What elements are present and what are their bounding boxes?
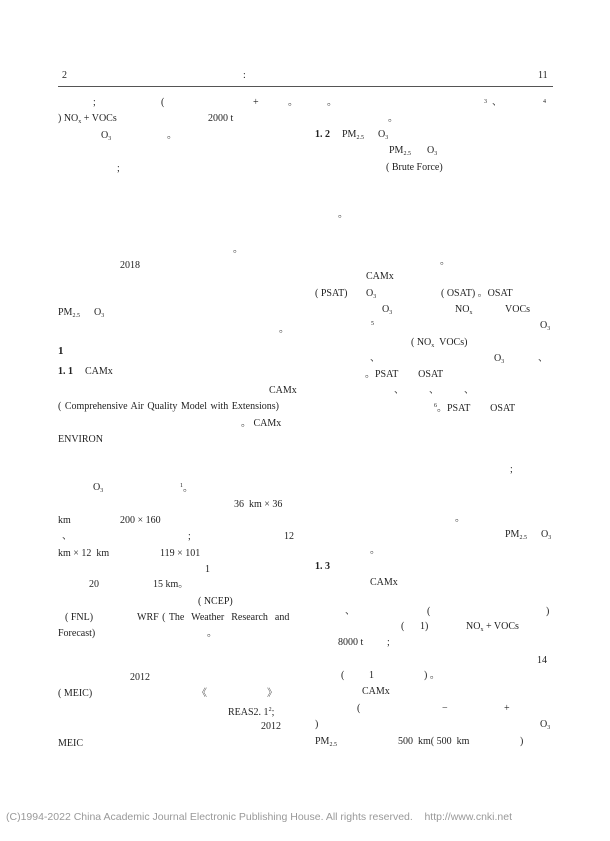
text-fragment: CAMx (370, 577, 398, 588)
text-fragment: CAMx (362, 686, 390, 697)
page-number-left: 2 (62, 70, 67, 81)
section-heading-1-2-title: $PM_{2.5}$ (342, 129, 364, 141)
section-heading-1-1-number: 1. 1 (58, 366, 73, 377)
text-fragment: 《 (197, 688, 207, 699)
text-fragment: 2012 (130, 672, 150, 683)
text-fragment: 12 (284, 531, 294, 542)
text-fragment: 200 × 160 (120, 515, 161, 526)
text-fragment: Forecast) (58, 628, 96, 639)
text-fragment: 。PSAT OSAT (365, 369, 444, 380)
text-fragment: 。 (370, 545, 380, 556)
text-fragment: 2000 t (208, 113, 234, 124)
text-fragment: km (58, 515, 71, 526)
text-fragment: 36 km × 36 (234, 499, 283, 510)
text-fragment: CAMx (269, 385, 297, 396)
text-fragment: ; (387, 637, 390, 648)
text-fragment: ( FNL) (65, 612, 94, 623)
text-fragment: ( Comprehensive Air Quality Model with Extensions) (58, 401, 279, 412)
text-fragment: 。 (167, 130, 177, 141)
text-fragment: 2012 (261, 721, 281, 732)
text-fragment: $O_3$ (101, 130, 112, 142)
text-fragment: ( (401, 621, 405, 632)
text-fragment: + (504, 703, 510, 714)
section-heading-1-2-title: $O_3$ (378, 129, 389, 141)
text-fragment: ; (117, 163, 120, 174)
text-fragment: ( $NO_x$ VOCs) (411, 337, 468, 349)
text-fragment: $O_3$ (94, 307, 105, 319)
text-fragment: ( PSAT) (315, 288, 348, 299)
text-fragment: 、 、 、 (394, 385, 474, 396)
text-fragment: ) (546, 606, 550, 617)
section-heading-1-1-title: CAMx (85, 366, 113, 377)
text-fragment: 。 (327, 97, 337, 108)
text-fragment: $O_3$ (427, 145, 438, 157)
text-fragment: ( (341, 670, 345, 681)
text-fragment: 。 (288, 97, 298, 108)
text-fragment: $O_3$ (540, 320, 551, 332)
text-fragment: MEIC (58, 738, 83, 749)
text-fragment: 、 (370, 353, 380, 364)
text-fragment: ; (93, 97, 96, 108)
text-fragment: $^1$。 (180, 483, 193, 494)
text-fragment: 20 (89, 579, 99, 590)
text-fragment: ( (161, 97, 165, 108)
text-fragment: 。 (388, 113, 398, 124)
text-fragment: 14 (537, 655, 547, 666)
text-fragment: $PM_{2.5}$ (389, 145, 411, 157)
text-fragment: ) 。 (424, 670, 440, 681)
text-fragment: − (442, 703, 448, 714)
text-fragment: 、 (345, 606, 355, 617)
section-heading-1-2-number: 1. 2 (315, 129, 330, 140)
text-fragment: ENVIRON (58, 434, 103, 445)
text-fragment: ; (188, 531, 191, 542)
text-fragment: 。 (279, 324, 289, 335)
citation-superscript: 3 (484, 99, 487, 105)
text-fragment: ) (520, 736, 524, 747)
copyright-footer: (C)1994-2022 China Academic Journal Electronic Publishing House. All rights reserved. http://www.cnki.net (6, 811, 512, 823)
page-number-right: 11 (538, 70, 548, 81)
text-fragment: $O_3$ (366, 288, 377, 300)
text-fragment: 119 × 101 (160, 548, 201, 559)
text-fragment: $PM_{2.5}$ (505, 529, 527, 541)
text-fragment: ( (427, 606, 431, 617)
text-fragment: 》 (267, 688, 277, 699)
text-fragment: 1 (205, 564, 210, 575)
text-fragment: $O_3$ (494, 353, 505, 365)
text-fragment: 。 (207, 628, 217, 639)
header-rule (58, 86, 553, 87)
text-fragment: ( OSAT) 。OSAT (441, 288, 513, 299)
text-fragment: 。 (233, 244, 243, 255)
text-fragment: ( NCEP) (198, 596, 233, 607)
text-fragment: $NO_x$ (455, 304, 473, 316)
text-fragment: 1 (369, 670, 374, 681)
text-fragment: ; (510, 464, 513, 475)
text-fragment: 2018 (120, 260, 140, 271)
text-fragment: 。 (440, 256, 450, 267)
text-fragment: 1) (420, 621, 429, 632)
citation-superscript: 5 (371, 321, 374, 327)
text-fragment: $O_3$ (382, 304, 393, 316)
text-fragment: 500 km( 500 km (398, 736, 470, 747)
text-fragment: 、 (492, 97, 502, 108)
text-fragment: VOCs (505, 304, 531, 315)
text-fragment: 8000 t (338, 637, 364, 648)
text-fragment: $O_3$ (541, 529, 552, 541)
text-fragment: CAMx (366, 271, 394, 282)
text-fragment: REAS2. $1^2$; (228, 707, 275, 718)
section-heading-1-3: 1. 3 (315, 561, 330, 572)
text-fragment: ( (357, 703, 361, 714)
text-fragment: $NO_x$ + VOCs (466, 621, 519, 633)
text-fragment: 、 (538, 353, 548, 364)
text-fragment: 。 (455, 513, 465, 524)
text-fragment: 、 (62, 531, 72, 542)
text-fragment: $O_3$ (540, 719, 551, 731)
text-fragment: + (253, 97, 259, 108)
text-fragment: km × 12 km (58, 548, 110, 559)
text-fragment: WRF ( The Weather Research and (137, 612, 290, 623)
text-fragment: 。 (338, 209, 348, 220)
text-fragment: 15 km。 (153, 579, 189, 590)
text-fragment: ) (315, 719, 319, 730)
text-fragment: ( Brute Force) (386, 162, 443, 173)
text-fragment: $PM_{2.5}$ (58, 307, 80, 319)
text-fragment: $^6$。PSAT OSAT (434, 403, 516, 414)
text-fragment: ) $NO_x$ + VOCs (58, 113, 117, 125)
running-title-colon: : (243, 70, 246, 81)
section-heading-1: 1 (58, 345, 64, 357)
text-fragment: $PM_{2.5}$ (315, 736, 337, 748)
citation-superscript: 4 (543, 99, 546, 105)
text-fragment: $O_3$ (93, 482, 104, 494)
text-fragment: ( MEIC) (58, 688, 93, 699)
text-fragment: 。 CAMx (241, 418, 282, 429)
